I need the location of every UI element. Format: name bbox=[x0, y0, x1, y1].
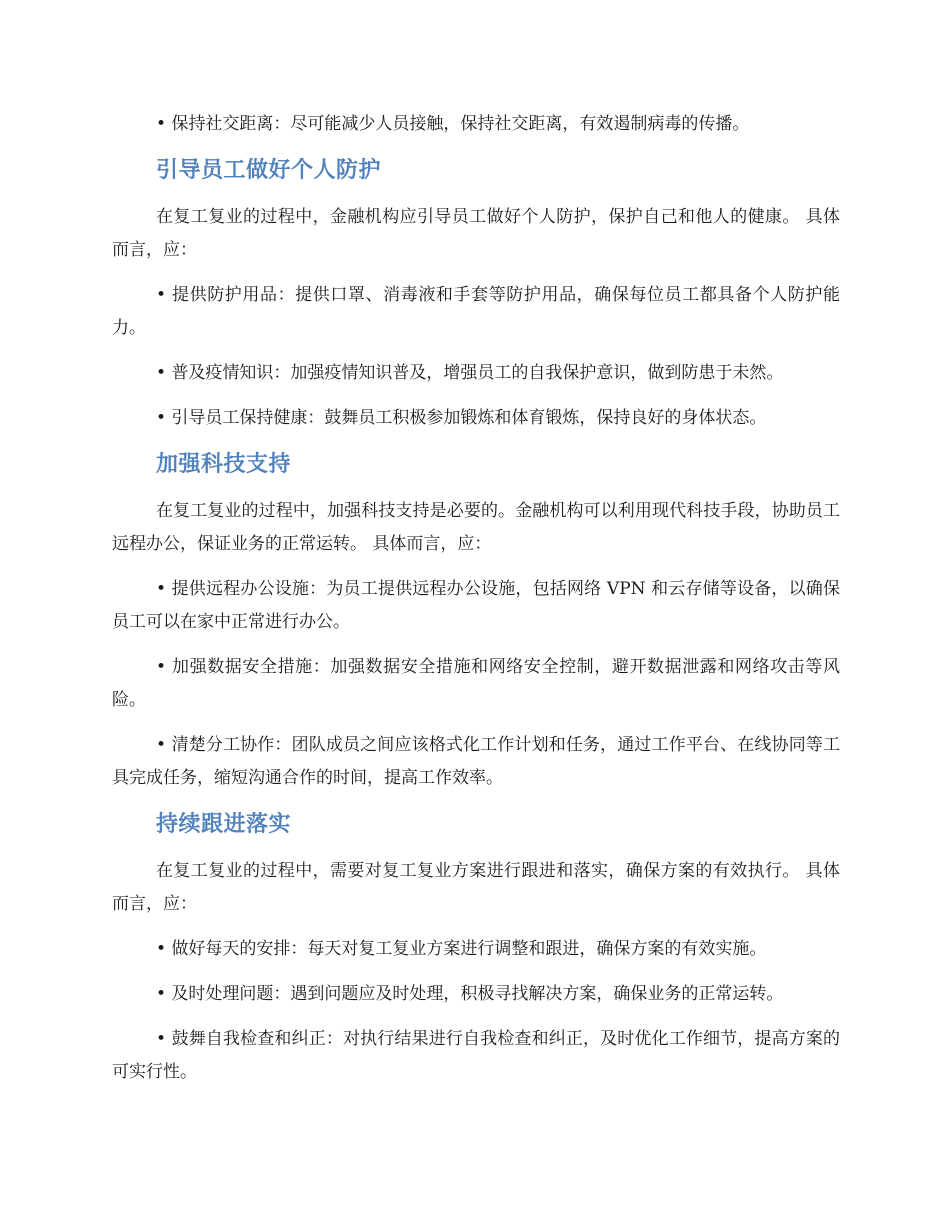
bullet-item: • 普及疫情知识：加强疫情知识普及，增强员工的自我保护意识，做到防患于未然。 bbox=[156, 363, 784, 383]
section-intro-paragraph: 在复工复业的过程中，需要对复工复业方案进行跟进和落实，确保方案的有效执行。 具体而言，应： bbox=[112, 861, 840, 914]
section-heading: 持续跟进落实 bbox=[156, 812, 292, 837]
bullet-item: • 引导员工保持健康：鼓舞员工积极参加锻炼和体育锻炼，保持良好的身体状态。 bbox=[156, 408, 767, 428]
section-heading: 引导员工做好个人防护 bbox=[156, 158, 382, 183]
bullet-item: • 鼓舞自我检查和纠正：对执行结果进行自我检查和纠正，及时优化工作细节，提高方案的可实行性。 bbox=[112, 1029, 840, 1082]
section-intro-paragraph: 在复工复业的过程中，金融机构应引导员工做好个人防护，保护自己和他人的健康。 具体而言，应： bbox=[112, 207, 840, 260]
document-page bbox=[112, 108, 840, 1101]
bullet-item: • 做好每天的安排：每天对复工复业方案进行调整和跟进，确保方案的有效实施。 bbox=[156, 939, 767, 959]
bullet-item: • 及时处理问题：遇到问题应及时处理，积极寻找解决方案，确保业务的正常运转。 bbox=[156, 984, 784, 1004]
bullet-item: • 提供远程办公设施：为员工提供远程办公设施，包括网络 VPN 和云存储等设备，以确保员工可以在家中正常进行办公。 bbox=[112, 579, 840, 632]
section-personal-protection bbox=[112, 153, 840, 435]
section-intro-paragraph: 在复工复业的过程中，加强科技支持是必要的。金融机构可以利用现代科技手段，协助员工远程办公，保证业务的正常运转。 具体而言，应： bbox=[112, 501, 840, 554]
section-heading: 加强科技支持 bbox=[156, 452, 292, 477]
bullet-social-distance: • 保持社交距离：尽可能减少人员接触，保持社交距离，有效遏制病毒的传播。 bbox=[156, 114, 750, 134]
section-tech-support bbox=[112, 447, 840, 795]
bullet-item: • 提供防护用品：提供口罩、消毒液和手套等防护用品，确保每位员工都具备个人防护能力。 bbox=[112, 285, 840, 338]
bullet-item: • 清楚分工协作：团队成员之间应该格式化工作计划和任务，通过工作平台、在线协同等工具完成任务，缩短沟通合作的时间，提高工作效率。 bbox=[112, 735, 840, 788]
section-follow-up bbox=[112, 807, 840, 1089]
bullet-item: • 加强数据安全措施：加强数据安全措施和网络安全控制，避开数据泄露和网络攻击等风险。 bbox=[112, 657, 840, 710]
